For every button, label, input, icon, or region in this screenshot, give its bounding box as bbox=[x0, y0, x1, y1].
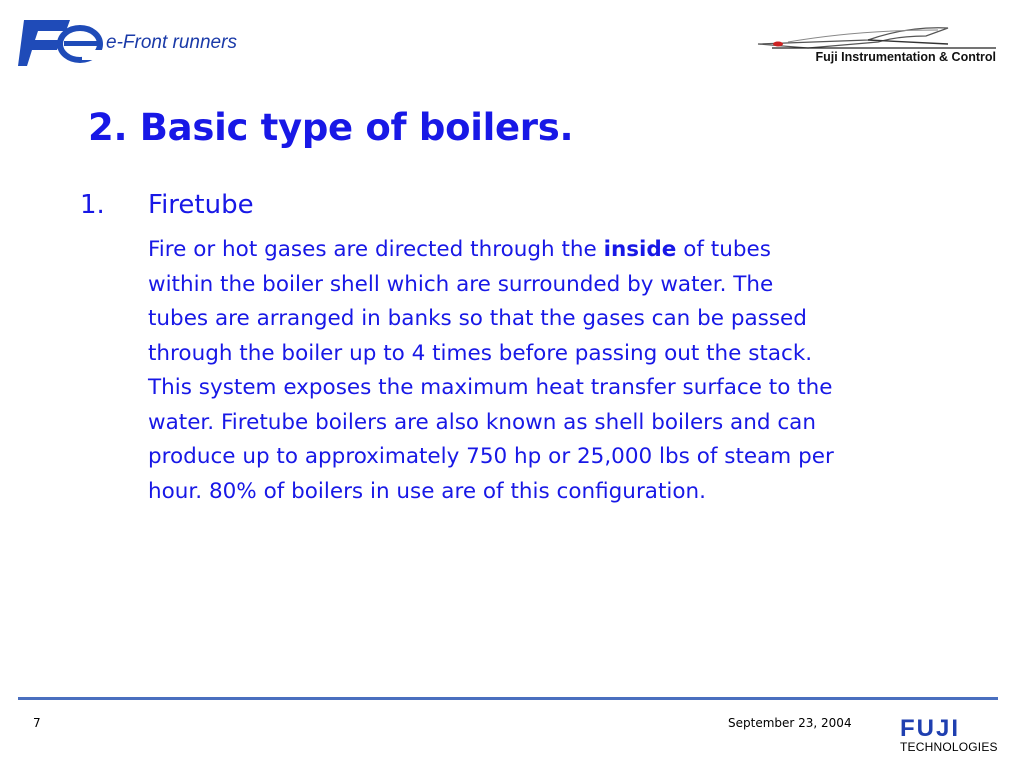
body-line: water. Firetube boilers are also known as shell boilers and can bbox=[148, 409, 816, 435]
list-item-body bbox=[148, 233, 968, 509]
fuji-instrumentation-logo bbox=[748, 22, 1004, 70]
body-line: This system exposes the maximum heat transfer surface to the bbox=[148, 375, 833, 400]
swoosh-icon bbox=[748, 22, 1004, 52]
logo-tagline: e-Front runners bbox=[106, 32, 237, 53]
body-line-1 bbox=[148, 233, 968, 268]
body-line: produce up to approximately 750 hp or 25,000 lbs of steam per bbox=[148, 444, 834, 469]
fuji-technologies-logo bbox=[898, 716, 1002, 762]
body-line: hour. 80% of boilers in use are of this configuration. bbox=[148, 478, 706, 504]
list-item-heading: Firetube bbox=[148, 190, 254, 220]
body-line: tubes are arranged in banks so that the gases can be passed bbox=[148, 306, 807, 331]
footer-date: September 23, 2004 bbox=[728, 716, 852, 730]
body-text-before: Fire or hot gases are directed through the bbox=[148, 237, 604, 262]
fe-logo-mark bbox=[18, 14, 108, 70]
body-line: within the boiler shell which are surrounded by water. The bbox=[148, 271, 774, 297]
body-emphasis: inside bbox=[603, 237, 677, 262]
footer-divider bbox=[18, 697, 998, 700]
fe-logo bbox=[18, 14, 258, 70]
page-number: 7 bbox=[33, 716, 41, 730]
fuji-wordmark bbox=[898, 716, 1002, 738]
body-line: through the boiler up to 4 times before passing out the stack. bbox=[148, 340, 813, 366]
body-text-after: of tubes bbox=[676, 237, 771, 262]
fuji-wordmark-text: FUJI bbox=[900, 716, 961, 738]
slide-title: 2. Basic type of boilers. bbox=[88, 106, 574, 149]
list-item-number: 1. bbox=[80, 190, 105, 220]
fuji-instrumentation-caption: Fuji Instrumentation & Control bbox=[815, 50, 996, 64]
fuji-technologies-text: TECHNOLOGIES bbox=[900, 740, 998, 754]
